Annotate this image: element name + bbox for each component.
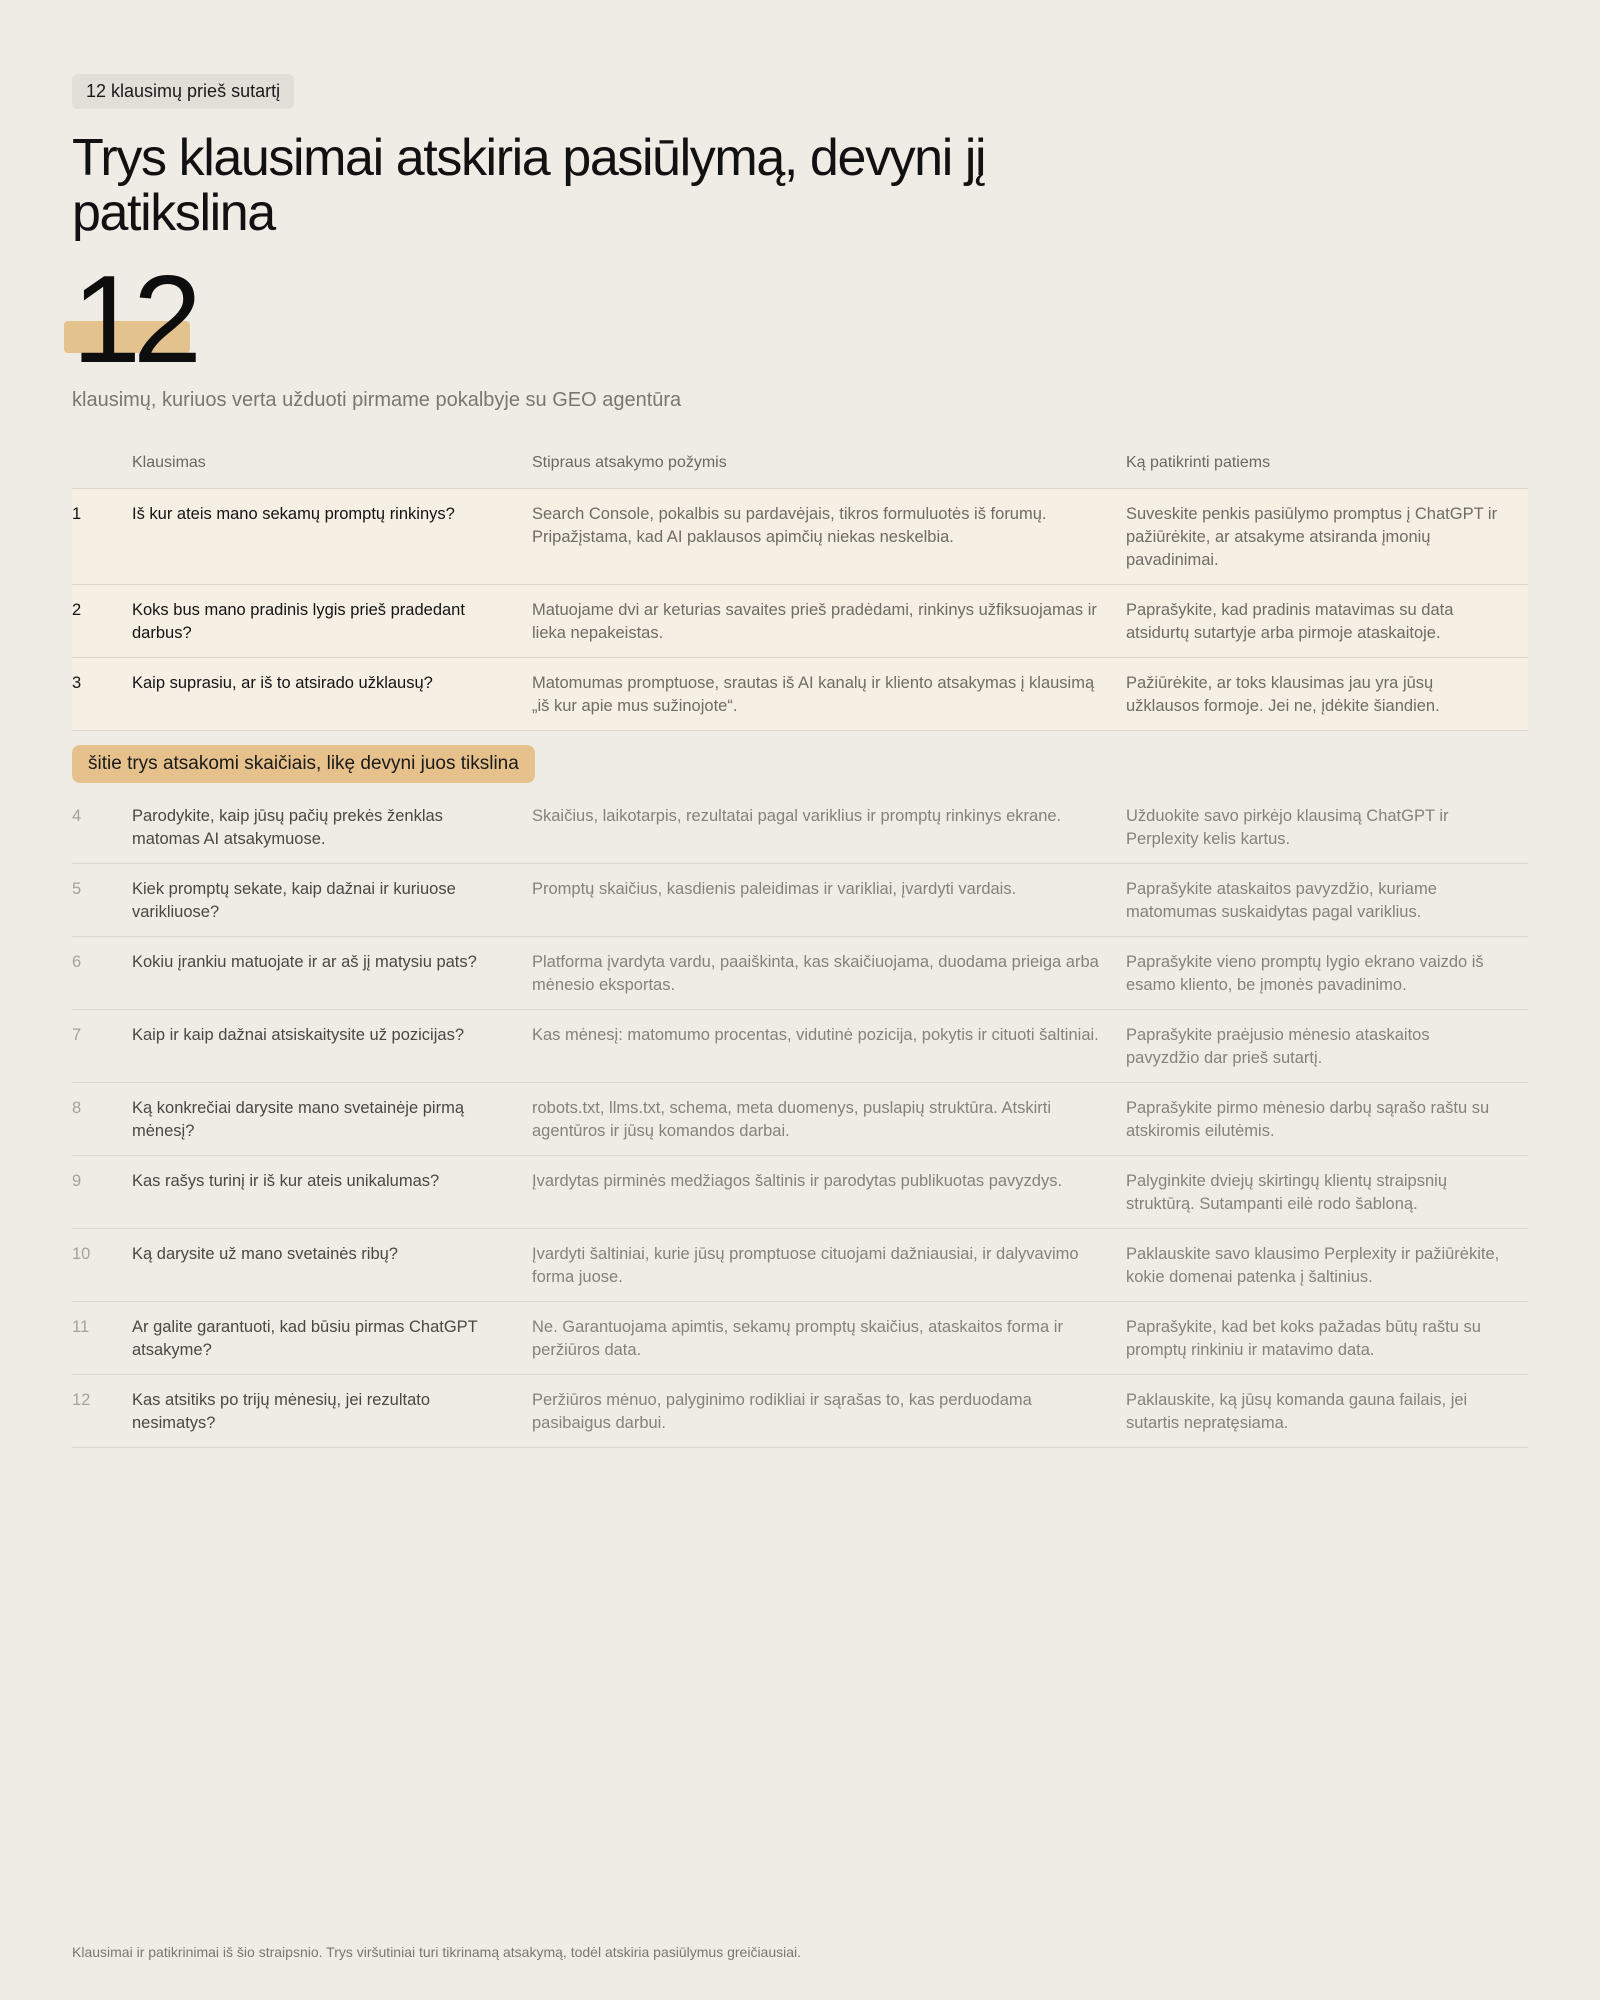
row-question: Kas rašys turinį ir iš kur ateis unikalumas? <box>132 1172 440 1190</box>
row-check: Suveskite penkis pasiūlymo promptus į ChatGPT ir pažiūrėkite, ar atsakyme atsiranda įmonių pavadinimai. <box>1126 505 1498 569</box>
row-signal: Skaičius, laikotarpis, rezultatai pagal variklius ir promptų rinkinys ekrane. <box>532 807 1062 825</box>
row-question: Ką konkrečiai darysite mano svetainėje pirmą mėnesį? <box>132 1099 464 1140</box>
rest-rows <box>72 791 1528 1448</box>
topic-tag: 12 klausimų prieš sutartį <box>72 74 294 109</box>
row-signal: Įvardytas pirminės medžiagos šaltinis ir parodytas publikuotas pavyzdys. <box>532 1172 1063 1190</box>
header-question: Klausimas <box>132 454 206 471</box>
row-check: Pažiūrėkite, ar toks klausimas jau yra jūsų užklausos formoje. Jei ne, įdėkite šiandien. <box>1126 674 1440 715</box>
table-row <box>72 1302 1528 1375</box>
row-number: 11 <box>72 1318 90 1336</box>
big-number-block <box>72 251 1528 389</box>
row-check: Palyginkite dviejų skirtingų klientų straipsnių struktūrą. Sutampanti eilė rodo šabloną. <box>1126 1172 1447 1213</box>
row-check: Paprašykite, kad pradinis matavimas su data atsidurtų sutartyje arba pirmoje ataskaitoje. <box>1126 601 1454 642</box>
header-check: Ką patikrinti patiems <box>1126 454 1271 471</box>
row-number: 2 <box>72 601 82 619</box>
row-question: Parodykite, kaip jūsų pačių prekės ženklas matomas AI atsakymuose. <box>132 807 443 848</box>
page <box>72 74 1528 1448</box>
subtitle: klausimų, kuriuos verta užduoti pirmame pokalbyje su GEO agentūra <box>72 389 682 411</box>
row-check: Paprašykite praėjusio mėnesio ataskaitos pavyzdžio dar prieš sutartį. <box>1126 1026 1430 1067</box>
row-check: Paklauskite savo klausimo Perplexity ir pažiūrėkite, kokie domenai patenka į šaltinius. <box>1126 1245 1500 1286</box>
row-check: Paklauskite, ką jūsų komanda gauna failais, jei sutartis nepratęsiama. <box>1126 1391 1468 1432</box>
row-signal: Promptų skaičius, kasdienis paleidimas ir varikliai, įvardyti vardais. <box>532 880 1017 898</box>
row-signal: Platforma įvardyta vardu, paaiškinta, kas skaičiuojama, duodama prieiga arba mėnesio eksportas. <box>532 953 1099 994</box>
row-check: Paprašykite ataskaitos pavyzdžio, kuriame matomumas suskaidytas pagal variklius. <box>1126 880 1437 921</box>
row-number: 9 <box>72 1172 82 1190</box>
row-signal: Įvardyti šaltiniai, kurie jūsų promptuose cituojami dažniausiai, ir dalyvavimo forma juose. <box>532 1245 1079 1286</box>
row-number: 7 <box>72 1026 82 1044</box>
row-check: Paprašykite, kad bet koks pažadas būtų raštu su promptų rinkiniu ir matavimo data. <box>1126 1318 1481 1359</box>
table-header <box>72 454 1528 489</box>
row-number: 5 <box>72 880 82 898</box>
divider-row <box>72 731 1528 791</box>
row-check: Paprašykite pirmo mėnesio darbų sąrašo raštu su atskiromis eilutėmis. <box>1126 1099 1490 1140</box>
table-row <box>72 489 1528 585</box>
big-number: 12 <box>72 251 194 389</box>
row-question: Kas atsitiks po trijų mėnesių, jei rezultato nesimatys? <box>132 1391 431 1432</box>
table-row <box>72 1156 1528 1229</box>
page-title: Trys klausimai atskiria pasiūlymą, devyni jį patikslina <box>72 129 986 242</box>
top-rows <box>72 489 1528 731</box>
row-question: Kiek promptų sekate, kaip dažnai ir kuriuose varikliuose? <box>132 880 456 921</box>
row-number: 4 <box>72 807 82 825</box>
row-question: Ką darysite už mano svetainės ribų? <box>132 1245 398 1263</box>
table-row <box>72 658 1528 731</box>
divider-label: šitie trys atsakomi skaičiais, likę devyni juos tikslina <box>72 745 535 783</box>
row-number: 12 <box>72 1391 91 1409</box>
row-check: Paprašykite vieno promptų lygio ekrano vaizdo iš esamo kliento, be įmonės pavadinimo. <box>1126 953 1484 994</box>
row-number: 1 <box>72 505 82 523</box>
table-row <box>72 1375 1528 1448</box>
footnote: Klausimai ir patikrinimai iš šio straipsnio. Trys viršutiniai turi tikrinamą atsakymą, todėl atskiria pasiūlymus greičiausiai. <box>72 1944 802 1960</box>
row-signal: robots.txt, llms.txt, schema, meta duomenys, puslapių struktūra. Atskirti agentūros ir jūsų komandos darbai. <box>532 1099 1052 1140</box>
row-signal: Search Console, pokalbis su pardavėjais, tikros formuluotės iš forumų. Pripažįstama, kad AI paklausos apimčių niekas neskelbia. <box>532 505 1047 546</box>
table-row <box>72 1229 1528 1302</box>
table-row <box>72 791 1528 864</box>
row-signal: Peržiūros mėnuo, palyginimo rodikliai ir sąrašas to, kas perduodama pasibaigus darbui. <box>532 1391 1032 1432</box>
table-row <box>72 585 1528 658</box>
row-number: 8 <box>72 1099 82 1117</box>
header-signal: Stipraus atsakymo požymis <box>532 454 727 471</box>
row-number: 3 <box>72 674 82 692</box>
row-signal: Ne. Garantuojama apimtis, sekamų promptų skaičius, ataskaitos forma ir peržiūros data. <box>532 1318 1063 1359</box>
row-question: Kokiu įrankiu matuojate ir ar aš jį matysiu pats? <box>132 953 477 971</box>
table-row <box>72 1010 1528 1083</box>
row-number: 10 <box>72 1245 91 1263</box>
row-question: Koks bus mano pradinis lygis prieš pradedant darbus? <box>132 601 465 642</box>
row-signal: Matomumas promptuose, srautas iš AI kanalų ir kliento atsakymas į klausimą „iš kur apie mus sužinojote“. <box>532 674 1095 715</box>
table-row <box>72 1083 1528 1156</box>
row-question: Iš kur ateis mano sekamų promptų rinkinys? <box>132 505 455 523</box>
questions-table <box>72 454 1528 1448</box>
row-check: Užduokite savo pirkėjo klausimą ChatGPT ir Perplexity kelis kartus. <box>1126 807 1449 848</box>
row-signal: Kas mėnesį: matomumo procentas, vidutinė pozicija, pokytis ir cituoti šaltiniai. <box>532 1026 1099 1044</box>
row-signal: Matuojame dvi ar keturias savaites prieš pradėdami, rinkinys užfiksuojamas ir lieka nepakeistas. <box>532 601 1097 642</box>
row-question: Kaip ir kaip dažnai atsiskaitysite už pozicijas? <box>132 1026 464 1044</box>
row-question: Kaip suprasiu, ar iš to atsirado užklausų? <box>132 674 433 692</box>
row-number: 6 <box>72 953 82 971</box>
table-row <box>72 864 1528 937</box>
table-row <box>72 937 1528 1010</box>
row-question: Ar galite garantuoti, kad būsiu pirmas ChatGPT atsakyme? <box>132 1318 478 1359</box>
